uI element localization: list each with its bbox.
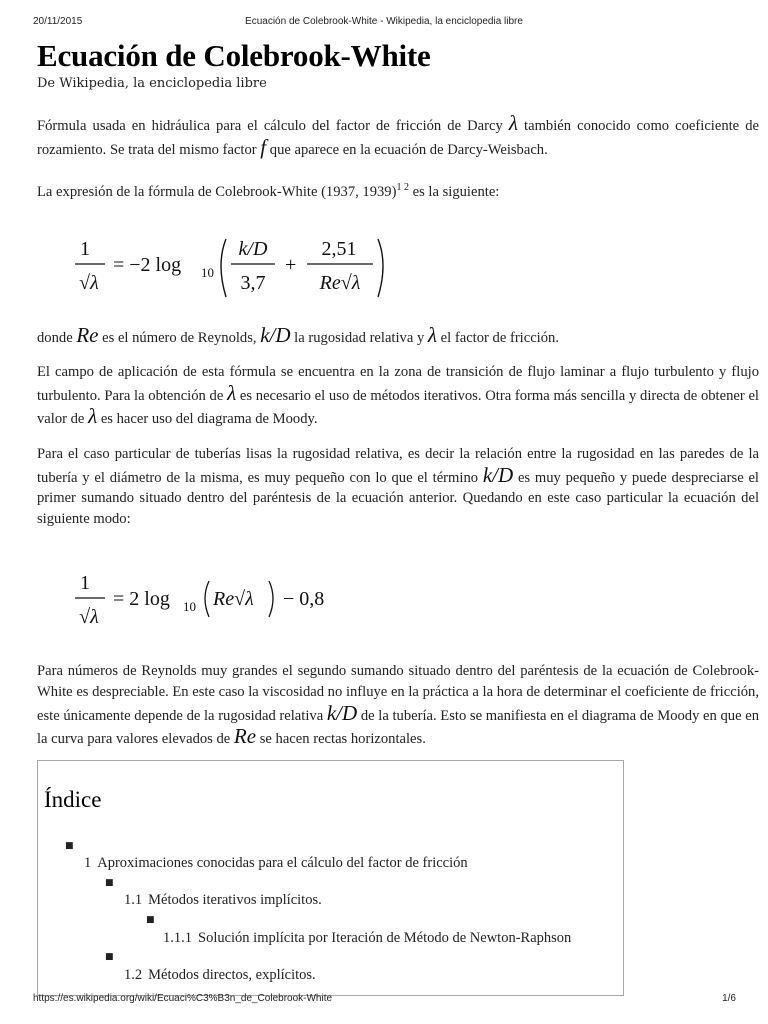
reference-links[interactable]: 1 2	[396, 182, 409, 194]
lambda-symbol: λ	[427, 322, 438, 347]
smooth-pipe-formula	[37, 541, 537, 661]
large-reynolds-text-3: se hacen rectas horizontales.	[256, 731, 426, 748]
kd-symbol: k/D	[482, 462, 514, 487]
re-symbol: Re	[76, 322, 99, 347]
toc-item-1[interactable]	[84, 855, 468, 872]
formula1-frac1-num: k/D	[238, 237, 268, 260]
expression-text-2: es la siguiente:	[408, 184, 500, 201]
toc-bullet-icon: ■	[146, 915, 155, 925]
lambda-symbol: λ	[227, 380, 237, 405]
print-date: 20/11/2015	[33, 16, 83, 27]
formula1-frac2-num: 2,51	[321, 237, 357, 260]
formula2-argument: Re√λ	[213, 588, 254, 611]
toc-item-label: Aproximaciones conocidas para el cálculo del factor de fricción	[97, 855, 468, 871]
formula2-equals-log: = 2 log	[113, 588, 170, 611]
toc-item-number: 1.1	[124, 892, 143, 908]
formula2-left-paren	[205, 581, 209, 617]
application-text-1: El campo de aplicación de esta fórmula se encuentra en la zona de transición de flujo laminar a flujo turbulento y flujo turbulento. Para la obtención de	[37, 364, 759, 404]
intro-text-3: que aparece en la ecuación de Darcy-Weisbach.	[266, 141, 548, 158]
intro-text-2: también conocido como coeficiente de rozamiento. Se trata del mismo factor	[37, 118, 759, 158]
re-symbol: Re	[233, 724, 257, 749]
site-tagline: De Wikipedia, la enciclopedia libre	[37, 76, 267, 91]
formula1-equals-log: = −2 log	[113, 253, 182, 276]
formula1-numerator: 1	[80, 237, 90, 260]
colebrook-formula	[37, 215, 537, 325]
large-reynolds-text-1: Para números de Reynolds muy grandes el segundo sumando situado dentro del paréntesis de la ecuación de Colebrook-White es despreciable. En este caso la viscosidad no influye en la práctica a la hora de determinar el coeficiente de fricción, este únicamente depende de la rugosidad relativa	[37, 663, 759, 724]
formula1-log-base: 10	[201, 264, 214, 280]
colebrook-formula-svg	[73, 219, 403, 319]
toc-item-number: 1.2	[124, 967, 143, 983]
formula1-denominator: √λ	[79, 271, 99, 294]
lambda-symbol: λ	[508, 111, 518, 135]
paragraph-intro	[37, 113, 759, 160]
variables-text-1: donde	[37, 329, 77, 346]
application-text-2: es necesario el uso de métodos iterativos. Otra forma más sencilla y directa de obtener el valor de	[37, 387, 759, 428]
print-header	[0, 14, 768, 30]
paragraph-expression	[37, 178, 759, 202]
toc-item-1-1-1[interactable]	[163, 930, 571, 947]
toc-item-1-1[interactable]	[124, 892, 322, 909]
formula1-left-paren	[221, 239, 226, 297]
smooth-pipes-text-1: Para el caso particular de tuberías lisas la rugosidad relativa, es decir la relación entre la rugosidad en las paredes de la tubería y el diámetro de la misma, es muy pequeño con lo que el término	[37, 446, 759, 486]
page-number: 1/6	[722, 993, 736, 1004]
smooth-pipes-text-2: es muy pequeño y puede despreciarse el primer sumando situado dentro del paréntesis de la ecuación anterior. Quedando en este caso particular la ecuación del siguiente modo:	[37, 469, 759, 527]
formula2-right-paren	[269, 581, 273, 617]
print-footer	[0, 993, 768, 1009]
print-page-title: Ecuación de Colebrook-White - Wikipedia, la enciclopedia libre	[245, 16, 523, 27]
paragraph-large-reynolds	[37, 661, 759, 749]
variables-text-4: el factor de fricción.	[437, 329, 559, 346]
kd-symbol: k/D	[260, 322, 291, 347]
intro-text-1: Fórmula usada en hidráulica para el cálculo del factor de fricción de Darcy	[37, 118, 509, 134]
formula1-frac2-den: Re√λ	[319, 271, 361, 294]
toc-item-number: 1	[84, 855, 92, 871]
formula2-tail: − 0,8	[283, 588, 325, 611]
formula2-numerator: 1	[80, 572, 90, 595]
toc-bullet-icon: ■	[65, 841, 74, 851]
formula1-right-paren	[378, 239, 383, 297]
paragraph-variables	[37, 322, 759, 349]
toc-item-number: 1.1.1	[163, 930, 192, 946]
page-title: Ecuación de Colebrook-White	[37, 38, 431, 73]
paragraph-application	[37, 362, 759, 430]
variables-text-2: es el número de Reynolds,	[98, 329, 261, 346]
page-url: https://es.wikipedia.org/wiki/Ecuaci%C3%B3n_de_Colebrook-White	[33, 993, 333, 1004]
formula1-plus: +	[285, 253, 297, 276]
variables-text-3: la rugosidad relativa y	[290, 329, 428, 346]
toc-bullet-icon: ■	[105, 878, 114, 888]
formula2-log-base: 10	[183, 599, 196, 615]
lambda-symbol: λ	[88, 404, 98, 429]
formula2-denominator: √λ	[79, 606, 99, 629]
toc-heading: Índice	[44, 787, 102, 812]
article-content	[37, 36, 759, 762]
expression-text-1: La expresión de la fórmula de Colebrook-White (1937, 1939)	[37, 184, 397, 201]
paragraph-smooth-pipes	[37, 444, 759, 529]
toc-bullet-icon: ■	[105, 952, 114, 962]
application-text-3: es hacer uso del diagrama de Moody.	[97, 411, 318, 428]
kd-symbol: k/D	[326, 700, 358, 725]
table-of-contents	[37, 760, 624, 996]
toc-item-label: Métodos iterativos implícitos.	[148, 892, 322, 908]
formula1-frac1-den: 3,7	[240, 271, 266, 294]
toc-item-label: Solución implícita por Iteración de Método de Newton-Raphson	[198, 930, 572, 946]
f-symbol: f	[260, 134, 267, 159]
smooth-pipe-formula-svg	[73, 553, 373, 653]
toc-item-label: Métodos directos, explícitos.	[148, 967, 316, 983]
toc-item-1-2[interactable]	[124, 967, 316, 984]
large-reynolds-text-2: de la tubería. Esto se manifiesta en el diagrama de Moody en que en la curva para valores elevados de	[37, 707, 759, 748]
